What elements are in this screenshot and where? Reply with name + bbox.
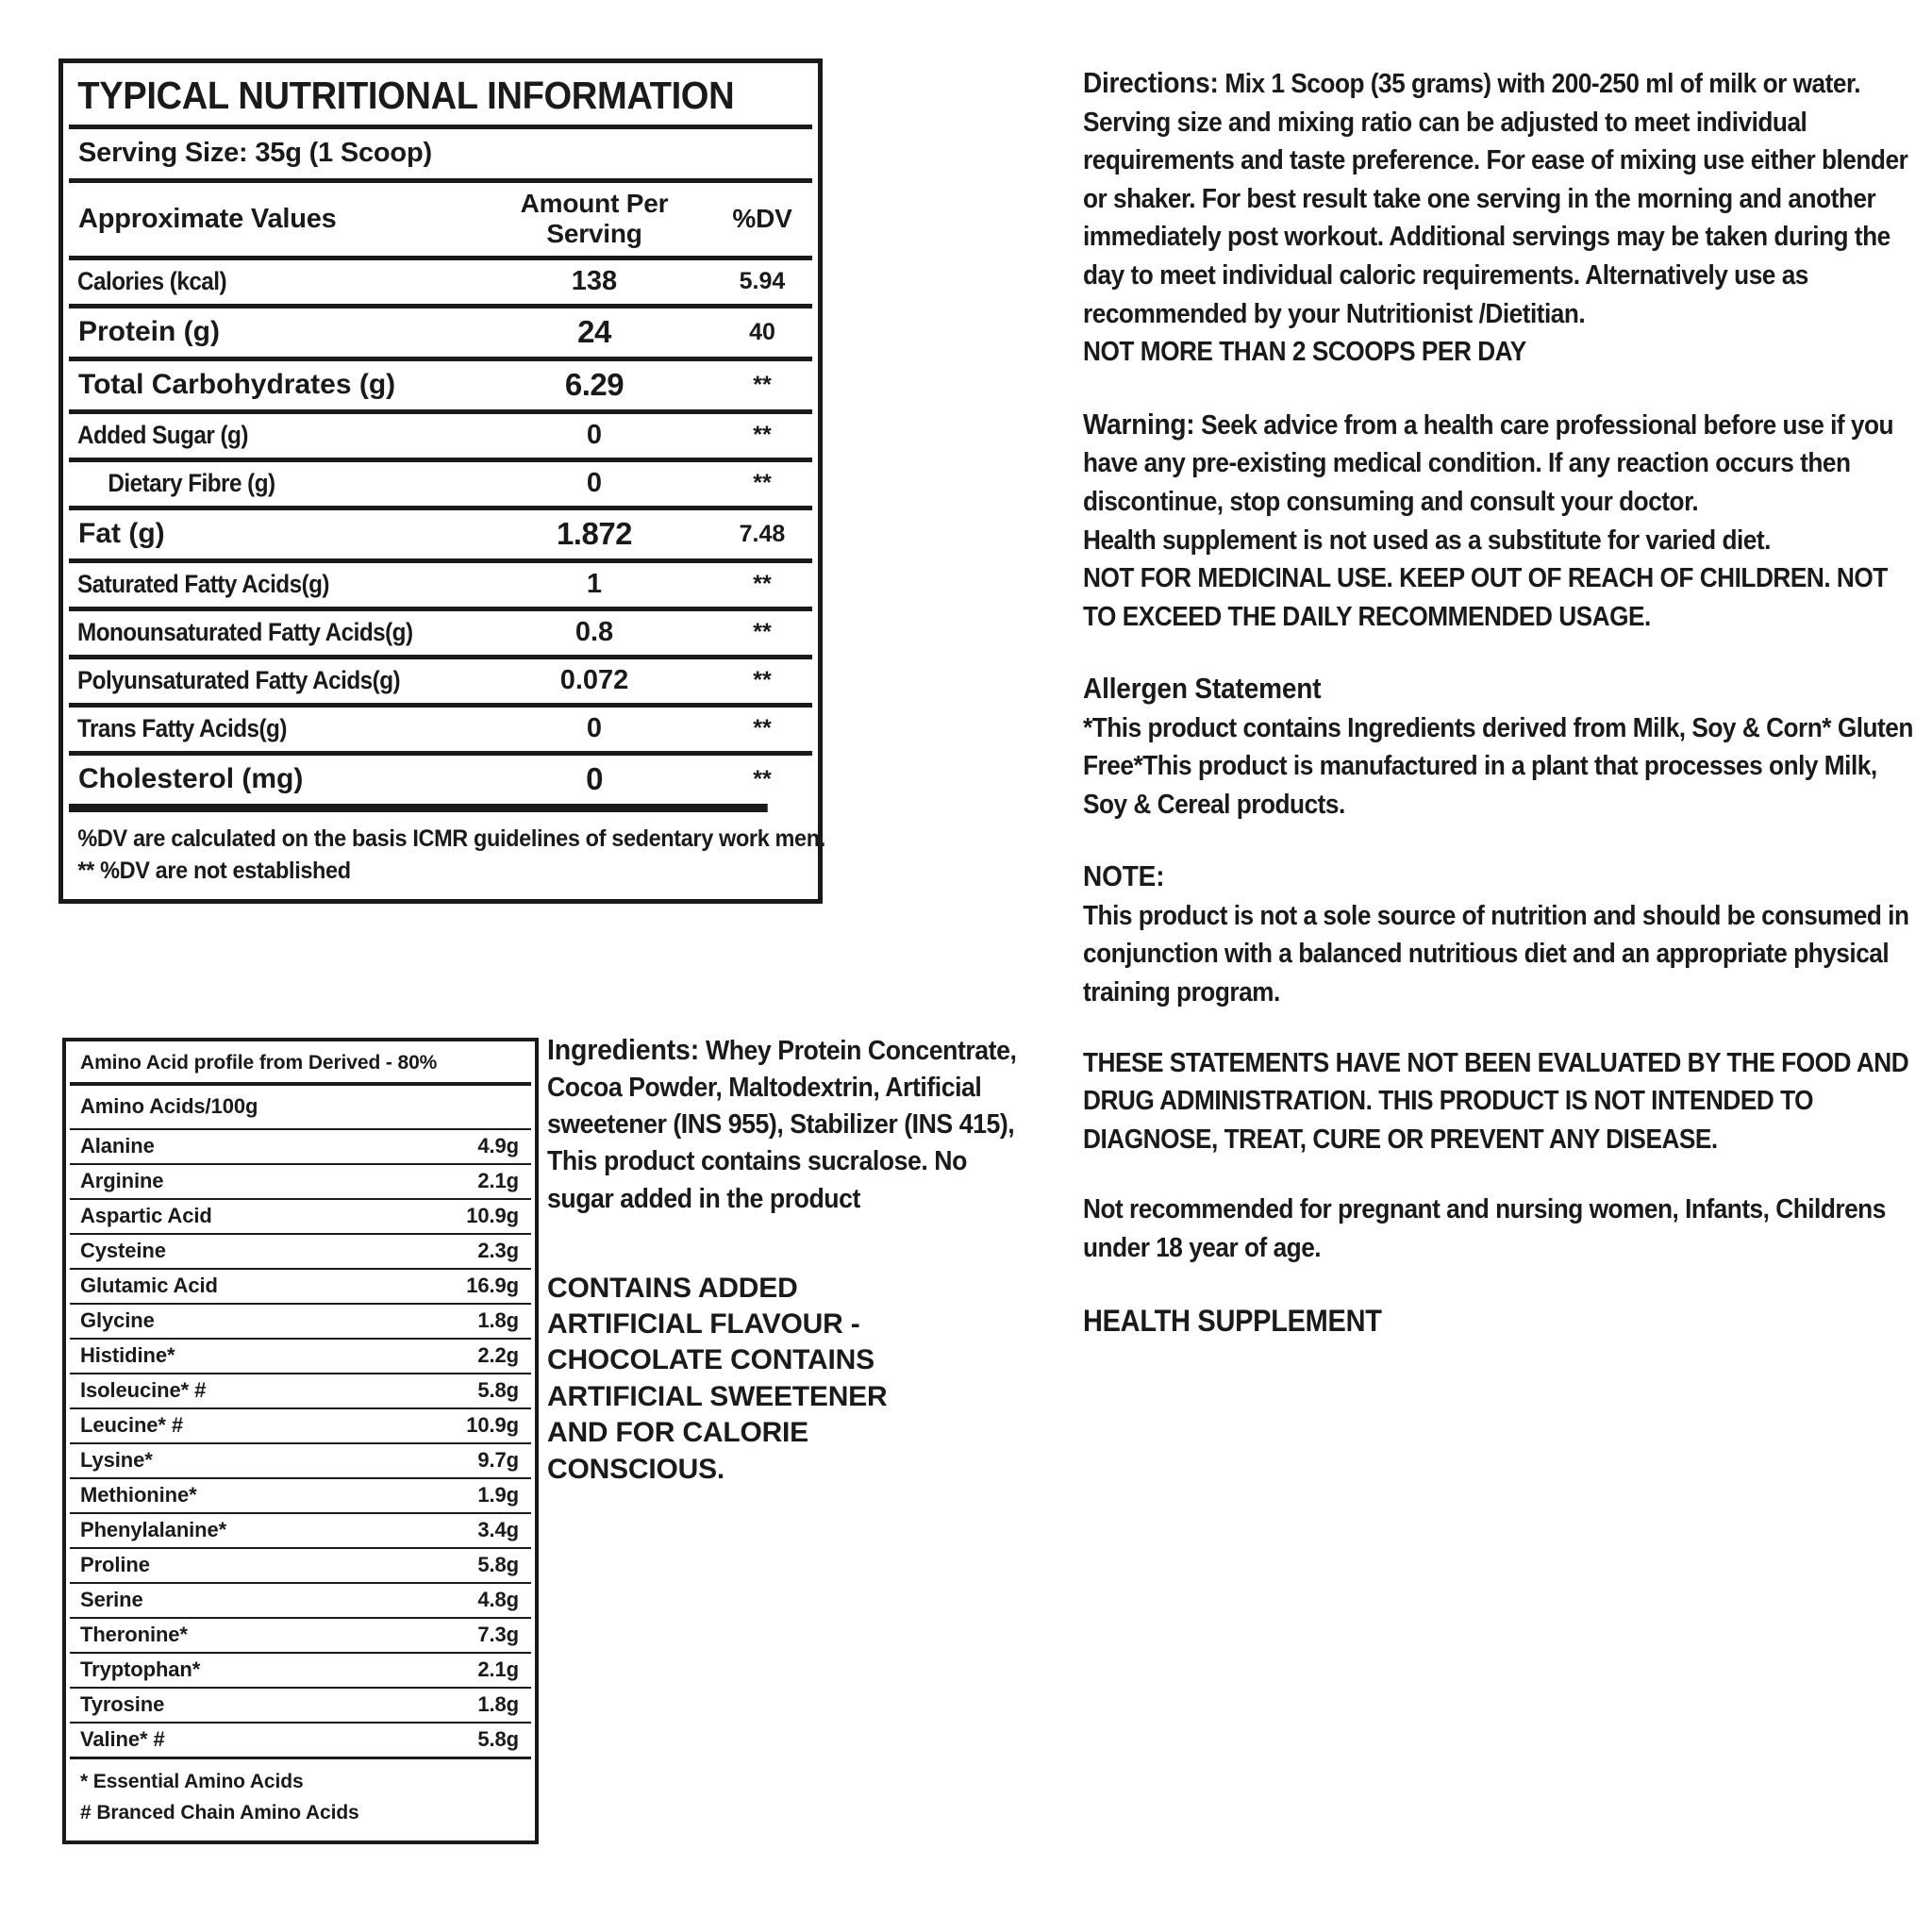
nutrition-row-dv: ** xyxy=(753,765,772,792)
nutrition-row-label: Calories (kcal) xyxy=(77,267,227,295)
spacer-4 xyxy=(1083,1012,1915,1044)
amino-row-value: 1.9g xyxy=(477,1483,519,1507)
amino-row-value: 2.1g xyxy=(477,1657,519,1681)
amino-row xyxy=(70,1128,531,1163)
amino-row xyxy=(70,1547,531,1582)
amino-row-name: Arginine xyxy=(80,1169,164,1192)
amino-table-subheader: Amino Acids/100g xyxy=(70,1082,531,1128)
nutrition-row-amount: 6.29 xyxy=(564,367,625,402)
amino-row xyxy=(70,1407,531,1442)
amino-row xyxy=(70,1163,531,1198)
warning-label: Warning: xyxy=(1083,407,1195,441)
footnote-dv-basis: %DV are calculated on the basis ICMR guidelines of sedentary work men. xyxy=(77,825,825,852)
amino-row-value: 10.9g xyxy=(466,1204,519,1227)
nutrition-row-dv: ** xyxy=(753,715,772,741)
warning-line-3: NOT FOR MEDICINAL USE. KEEP OUT OF REACH OF CHILDREN. NOT TO EXCEED THE DAILY RECOMMENDED USAGE. xyxy=(1083,563,1888,632)
nutrition-row-amount: 0 xyxy=(586,420,603,450)
amino-row-value: 4.9g xyxy=(477,1134,519,1158)
nutrition-row-dv: ** xyxy=(753,470,772,496)
allergen-heading: Allergen Statement xyxy=(1083,672,1322,706)
nutrition-row-amount: 0 xyxy=(586,713,603,743)
amino-row xyxy=(70,1442,531,1477)
directions-paragraph xyxy=(1083,62,1915,333)
amino-row-name: Methionine* xyxy=(80,1483,197,1507)
amino-rows xyxy=(70,1128,531,1757)
nutrition-row-dv: ** xyxy=(753,667,772,693)
nutrition-row-label: Saturated Fatty Acids(g) xyxy=(77,570,329,598)
directions-warnings-panel xyxy=(1083,62,1913,1341)
amino-row xyxy=(70,1477,531,1512)
footnote-dv-not-established: ** %DV are not established xyxy=(77,857,351,884)
health-supplement-label: HEALTH SUPPLEMENT xyxy=(1083,1303,1382,1338)
serving-size-row: Serving Size: 35g (1 Scoop) xyxy=(69,125,812,178)
nutrition-row-dv: ** xyxy=(753,371,772,398)
amino-row-name: Phenylalanine* xyxy=(80,1518,227,1541)
amino-row-value: 2.1g xyxy=(477,1169,519,1192)
amino-row-value: 7.3g xyxy=(477,1623,519,1646)
amino-row-value: 1.8g xyxy=(477,1692,519,1716)
amino-row-name: Tryptophan* xyxy=(80,1657,201,1681)
amino-row xyxy=(70,1303,531,1338)
nutrition-row-amount: 0.072 xyxy=(559,665,629,695)
amino-row-name: Valine* # xyxy=(80,1727,165,1751)
nutrition-row xyxy=(69,409,812,458)
ingredients-label: Ingredients: xyxy=(547,1033,700,1066)
nutrition-table-title: TYPICAL NUTRITIONAL INFORMATION xyxy=(77,74,735,117)
amino-row-name: Cysteine xyxy=(80,1239,166,1262)
nutrition-row xyxy=(69,458,812,506)
nutrition-row-label: Trans Fatty Acids(g) xyxy=(77,714,287,742)
nutrition-row xyxy=(69,607,812,655)
amino-footnotes xyxy=(70,1757,531,1837)
amino-row xyxy=(70,1617,531,1652)
amino-row-value: 4.8g xyxy=(477,1588,519,1611)
nutrition-row-dv: 7.48 xyxy=(739,520,786,547)
nutrition-facts-panel xyxy=(58,58,823,904)
directions-body: Mix 1 Scoop (35 grams) with 200-250 ml of milk or water. Serving size and mixing ratio can be adjusted to meet individual requirements and taste preference. For ease of mixing use either blender or shaker. For best result take one serving in the morning and another immediately post workout. Additional servings may be taken during the day to meet individual caloric requirements. Alternatively use as recommended by your Nutritionist /Dietitian. xyxy=(1083,69,1908,329)
nutrition-row-label: Fat (g) xyxy=(78,518,165,549)
ingredients-body: Whey Protein Concentrate, Cocoa Powder, Maltodextrin, Artificial sweetener (INS 955), Stabilizer (INS 415), This product contains sucralose. No sugar added in the product xyxy=(547,1036,1017,1214)
spacer-1 xyxy=(1083,372,1915,404)
nutrition-row-amount: 1.872 xyxy=(556,516,633,551)
amino-row xyxy=(70,1268,531,1303)
amino-row-value: 5.8g xyxy=(477,1378,519,1402)
amino-row-value: 5.8g xyxy=(477,1553,519,1576)
nutrition-row-dv: 5.94 xyxy=(739,268,786,294)
footnote-essential-amino-acids: * Essential Amino Acids xyxy=(80,1771,304,1792)
amino-row xyxy=(70,1338,531,1373)
amino-row-value: 16.9g xyxy=(466,1274,519,1297)
nutrition-row-amount: 138 xyxy=(571,266,618,296)
nutrition-row-amount: 0.8 xyxy=(575,617,614,647)
warning-body: Seek advice from a health care professional before use if you have any pre-existing medical condition. If any reaction occurs then discontinue, stop consuming and consult your doctor. xyxy=(1083,409,1894,517)
amino-row-value: 5.8g xyxy=(477,1727,519,1751)
nutrition-row xyxy=(69,558,812,607)
nutrition-row xyxy=(69,751,812,804)
amino-row-name: Theronine* xyxy=(80,1623,188,1646)
nutrition-rows xyxy=(69,256,812,804)
footnote-bcaa: # Branced Chain Amino Acids xyxy=(80,1801,359,1824)
amino-acid-table xyxy=(62,1038,539,1844)
note-heading: NOTE: xyxy=(1083,859,1165,893)
nutrition-row-amount: 1 xyxy=(586,569,603,599)
amino-row-name: Tyrosine xyxy=(80,1692,165,1716)
amino-row xyxy=(70,1512,531,1547)
nutrition-row-label: Added Sugar (g) xyxy=(77,421,248,449)
nutrition-row-dv: ** xyxy=(753,619,772,645)
nutrition-row xyxy=(69,357,812,409)
ingredients-panel xyxy=(547,1030,1019,1488)
spacer-2 xyxy=(1083,636,1915,668)
nutrition-row-amount: 0 xyxy=(586,761,603,796)
right-column-text xyxy=(1083,62,1915,1341)
amino-row-name: Serine xyxy=(80,1588,143,1611)
amino-table-header: Amino Acid profile from Derived - 80% xyxy=(80,1052,438,1074)
amino-row-name: Histidine* xyxy=(80,1343,175,1367)
nutrition-row-amount: 0 xyxy=(586,468,603,498)
amino-row-name: Proline xyxy=(80,1553,150,1576)
nutrition-row xyxy=(69,655,812,703)
directions-label: Directions: xyxy=(1083,66,1219,99)
nutrition-row-label: Monounsaturated Fatty Acids(g) xyxy=(77,618,413,646)
amino-row xyxy=(70,1652,531,1687)
nutrition-row-label: Polyunsaturated Fatty Acids(g) xyxy=(77,666,401,694)
nutrition-row-label: Dietary Fibre (g) xyxy=(108,469,275,497)
amino-row-value: 9.7g xyxy=(477,1448,519,1472)
nutrition-row-label: Total Carbohydrates (g) xyxy=(78,369,396,400)
nutrition-row xyxy=(69,506,812,558)
warning-line-2: Health supplement is not used as a substitute for varied diet. xyxy=(1083,525,1771,556)
nutrition-footnotes xyxy=(69,804,825,893)
amino-row xyxy=(70,1198,531,1233)
amino-row-name: Glutamic Acid xyxy=(80,1274,218,1297)
nutrition-row xyxy=(69,703,812,751)
amino-row xyxy=(70,1582,531,1617)
amino-row-name: Isoleucine* # xyxy=(80,1378,207,1402)
note-body: This product is not a sole source of nutrition and should be consumed in conjunction with a balanced nutritious diet and an appropriate physical training program. xyxy=(1083,900,1909,1008)
max-scoops-notice: NOT MORE THAN 2 SCOOPS PER DAY xyxy=(1083,337,1526,368)
amino-row-name: Alanine xyxy=(80,1134,155,1158)
spacer-5 xyxy=(1083,1158,1915,1191)
amino-row-value: 2.2g xyxy=(477,1343,519,1367)
spacer-6 xyxy=(1083,1268,1915,1300)
fda-disclaimer: THESE STATEMENTS HAVE NOT BEEN EVALUATED BY THE FOOD AND DRUG ADMINISTRATION. THIS PRODUCT IS NOT INTENDED TO DIAGNOSE, TREAT, CURE OR PREVENT ANY DISEASE. xyxy=(1083,1047,1909,1155)
amino-row xyxy=(70,1687,531,1722)
nutrition-column-headers xyxy=(69,178,812,256)
nutrition-row-label: Cholesterol (mg) xyxy=(78,763,304,794)
ingredients-paragraph xyxy=(547,1030,1020,1218)
nutrition-row-label: Protein (g) xyxy=(78,316,220,347)
amino-row-value: 2.3g xyxy=(477,1239,519,1262)
amino-row-name: Glycine xyxy=(80,1308,155,1332)
amino-row xyxy=(70,1233,531,1268)
warning-paragraph xyxy=(1083,404,1915,522)
spacer-3 xyxy=(1083,824,1915,856)
contains-artificial-flavour-notice: CONTAINS ADDED ARTIFICIAL FLAVOUR - CHOCOLATE CONTAINS ARTIFICIAL SWEETENER AND FOR CALORIE CONSCIOUS. xyxy=(547,1272,888,1485)
column-header-label: Approximate Values xyxy=(78,203,337,234)
nutrition-table xyxy=(58,58,823,904)
amino-row-name: Leucine* # xyxy=(80,1413,184,1437)
amino-row xyxy=(70,1373,531,1407)
column-header-amount: Amount Per Serving xyxy=(520,189,669,248)
amino-row-value: 10.9g xyxy=(466,1413,519,1437)
nutrition-row xyxy=(69,256,812,304)
amino-row-name: Aspartic Acid xyxy=(80,1204,212,1227)
amino-row-value: 3.4g xyxy=(477,1518,519,1541)
amino-row-name: Lysine* xyxy=(80,1448,153,1472)
nutrition-row xyxy=(69,304,812,357)
amino-row-value: 1.8g xyxy=(477,1308,519,1332)
amino-row xyxy=(70,1722,531,1757)
amino-acid-panel xyxy=(62,1038,539,1844)
nutrition-row-amount: 24 xyxy=(577,314,611,349)
allergen-body: *This product contains Ingredients derived from Milk, Soy & Corn* Gluten Free*This product is manufactured in a plant that processes only Milk, Soy & Cereal products. xyxy=(1083,712,1913,820)
nutrition-row-dv: 40 xyxy=(749,318,775,345)
nutrition-row-dv: ** xyxy=(753,571,772,597)
nutrition-row-dv: ** xyxy=(753,422,772,448)
column-header-dv: %DV xyxy=(732,204,792,233)
not-recommended-notice: Not recommended for pregnant and nursing women, Infants, Childrens under 18 year of age. xyxy=(1083,1194,1886,1264)
